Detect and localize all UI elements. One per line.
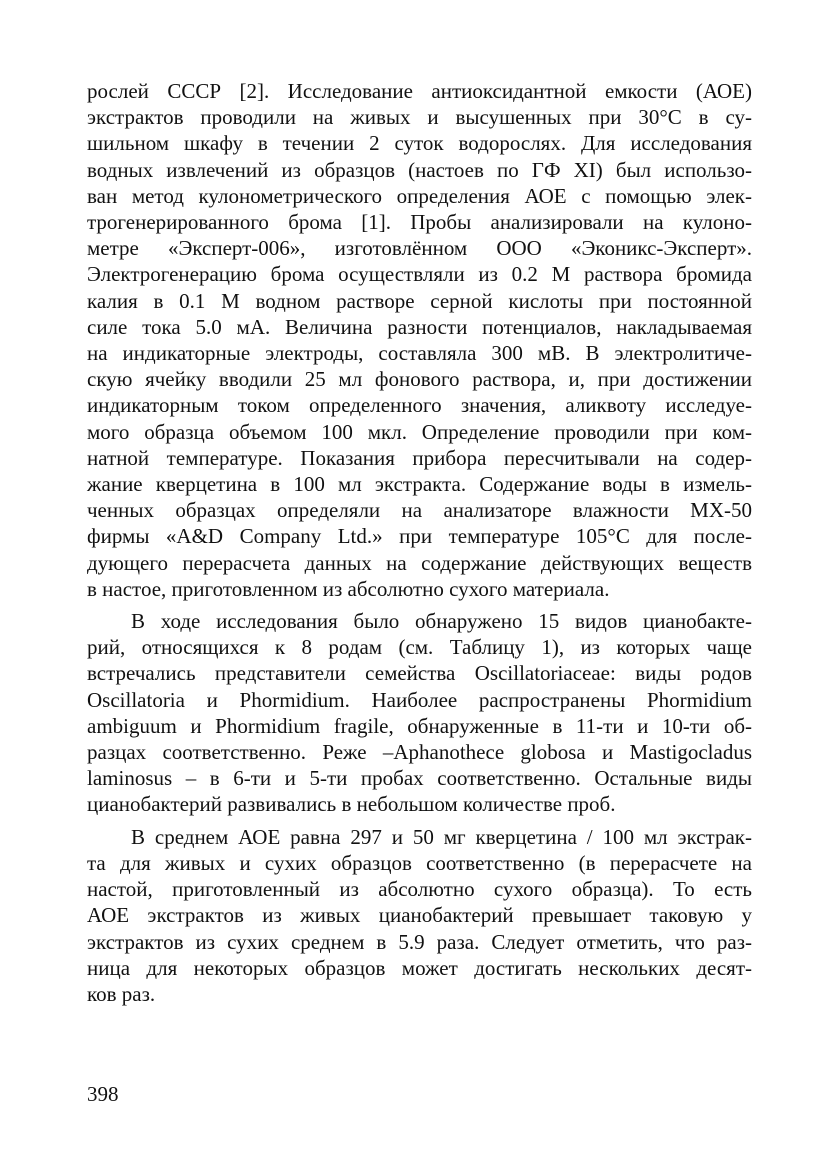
text-line: экстрактов из сухих среднем в 5.9 раза. Следует отметить, что раз-	[87, 929, 752, 954]
text-line: цианобактерий развивались в небольшом количестве проб.	[87, 792, 616, 817]
text-line: метре «Эксперт-006», изготовлённом ООО «Эконикс-Эксперт».	[87, 236, 752, 261]
text-line: ница для некоторых образцов может достигать нескольких десят-	[87, 955, 752, 980]
text-line: рослей СССР [2]. Исследование антиоксидантной емкости (АОЕ)	[87, 79, 752, 103]
text-line: дующего перерасчета данных на содержание действующих веществ	[87, 550, 752, 575]
paragraph-species	[87, 608, 752, 818]
text-line: индикаторным током определенного значения, аликвоту исследуе-	[87, 393, 752, 418]
text-line: АОЕ экстрактов из живых цианобактерий превышает таковую у	[87, 903, 752, 928]
text-line: шильном шкафу в течении 2 суток водорослях. Для исследования	[87, 131, 752, 156]
text-line: на индикаторные электроды, составляла 300 мВ. В электролитиче-	[87, 341, 752, 366]
text-line: скую ячейку вводили 25 мл фонового раствора, и, при достижении	[87, 367, 752, 392]
text-line: В среднем АОЕ равна 297 и 50 мг кверцетина / 100 мл экстрак-	[131, 824, 752, 849]
text-line: экстрактов проводили на живых и высушенных при 30°С в су-	[87, 105, 752, 130]
text-line: настой, приготовленный из абсолютно сухого образца). То есть	[87, 877, 752, 902]
text-line: разцах соответственно. Реже –Aphanothece globosa и Mastigocladus	[87, 740, 752, 765]
text-line: В ходе исследования было обнаружено 15 видов цианобакте-	[131, 609, 752, 634]
text-line: жание кверцетина в 100 мл экстракта. Содержание воды в измель-	[87, 472, 752, 497]
text-line: рий, относящихся к 8 родам (см. Таблицу 1), из которых чаще	[87, 635, 752, 660]
page-number: 398	[87, 1082, 119, 1106]
text-line: калия в 0.1 М водном растворе серной кислоты при постоянной	[87, 288, 752, 313]
text-line: laminosus – в 6-ти и 5-ти пробах соответственно. Остальные виды	[87, 766, 752, 791]
text-line: силе тока 5.0 мА. Величина разности потенциалов, накладываемая	[87, 314, 752, 339]
text-line: натной температуре. Показания прибора пересчитывали на содер-	[87, 445, 752, 470]
text-line: в настое, приготовленном из абсолютно сухого материала.	[87, 576, 610, 601]
text-line: Электрогенерацию брома осуществляли из 0.2 М раствора бромида	[87, 262, 752, 287]
text-line: ков раз.	[87, 981, 156, 1006]
text-line: ченных образцах определяли на анализаторе влажности МХ-50	[87, 498, 752, 523]
text-line: та для живых и сухих образцов соответственно (в перерасчете на	[87, 850, 752, 875]
text-line: встречались представители семейства Oscillatoriaceae: виды родов	[87, 661, 752, 686]
text-line: трогенерированного брома [1]. Пробы анализировали на кулоно-	[87, 210, 752, 235]
text-line: ambiguum и Phormidium fragile, обнаруженные в 11-ти и 10-ти об-	[87, 713, 752, 738]
text-line: Oscillatoria и Phormidium. Наиболее распространены Phormidium	[87, 687, 752, 712]
text-line: ван метод кулонометрического определения АОЕ с помощью элек-	[87, 183, 752, 208]
text-line: водных извлечений из образцов (настоев по ГФ XI) был использо-	[87, 157, 752, 182]
text-line: мого образца объемом 100 мкл. Определение проводили при ком-	[87, 419, 752, 444]
text-line: фирмы «A&D Company Ltd.» при температуре 105°С для после-	[87, 524, 752, 549]
paragraph-results	[87, 824, 752, 1007]
paragraph-methods	[87, 78, 752, 602]
body-text	[87, 78, 752, 1007]
